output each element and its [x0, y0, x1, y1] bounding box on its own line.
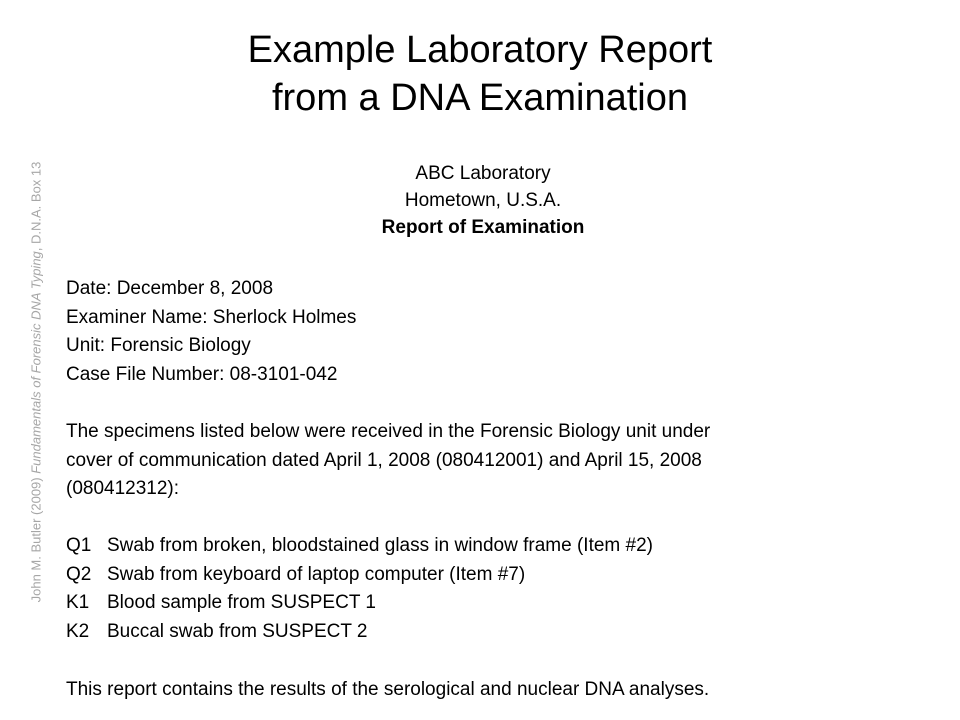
specimen-code: K2	[66, 621, 90, 643]
report-date: Date: December 8, 2008	[66, 278, 274, 299]
title-line-2: from a DNA Examination	[271, 77, 689, 119]
report-heading: Report of Examination	[381, 217, 585, 238]
credit-suffix: , D.N.A. Box 13	[28, 161, 44, 252]
title-line-1: Example Laboratory Report	[247, 29, 713, 71]
specimen-item	[66, 532, 946, 561]
unit-name: Unit: Forensic Biology	[66, 335, 251, 357]
closing-statement: This report contains the results of the serological and nuclear DNA analyses.	[66, 679, 710, 700]
specimen-code: Q1	[66, 534, 92, 556]
specimen-code: K1	[66, 592, 90, 614]
credit-book-title: Fundamentals of Forensic DNA Typing	[28, 251, 44, 474]
spacer	[66, 504, 946, 532]
specimen-description: Buccal swab from SUSPECT 2	[107, 621, 368, 643]
specimen-item	[66, 589, 946, 618]
specimen-description: Swab from keyboard of laptop computer (Item #7)	[107, 563, 526, 585]
report-body	[66, 275, 946, 647]
intro-line-1: The specimens listed below were received in the Forensic Biology unit under	[66, 420, 711, 442]
page-title	[0, 26, 960, 122]
credit-author-year: John M. Butler (2009)	[28, 473, 44, 603]
examiner-name: Examiner Name: Sherlock Holmes	[66, 306, 357, 328]
lab-header	[0, 160, 960, 241]
specimen-item	[66, 618, 946, 647]
specimen-description: Swab from broken, bloodstained glass in window frame (Item #2)	[107, 534, 653, 556]
lab-name: ABC Laboratory	[415, 163, 551, 184]
specimen-list	[66, 532, 946, 647]
specimen-item	[66, 561, 946, 590]
case-file-number: Case File Number: 08-3101-042	[66, 364, 338, 386]
intro-line-2: cover of communication dated April 1, 2008 (080412001) and April 15, 2008	[66, 449, 702, 471]
lab-location: Hometown, U.S.A.	[404, 190, 562, 211]
intro-line-3: (080412312):	[66, 478, 180, 500]
specimen-description: Blood sample from SUSPECT 1	[107, 592, 376, 614]
spacer	[66, 390, 946, 418]
specimen-code: Q2	[66, 563, 92, 585]
